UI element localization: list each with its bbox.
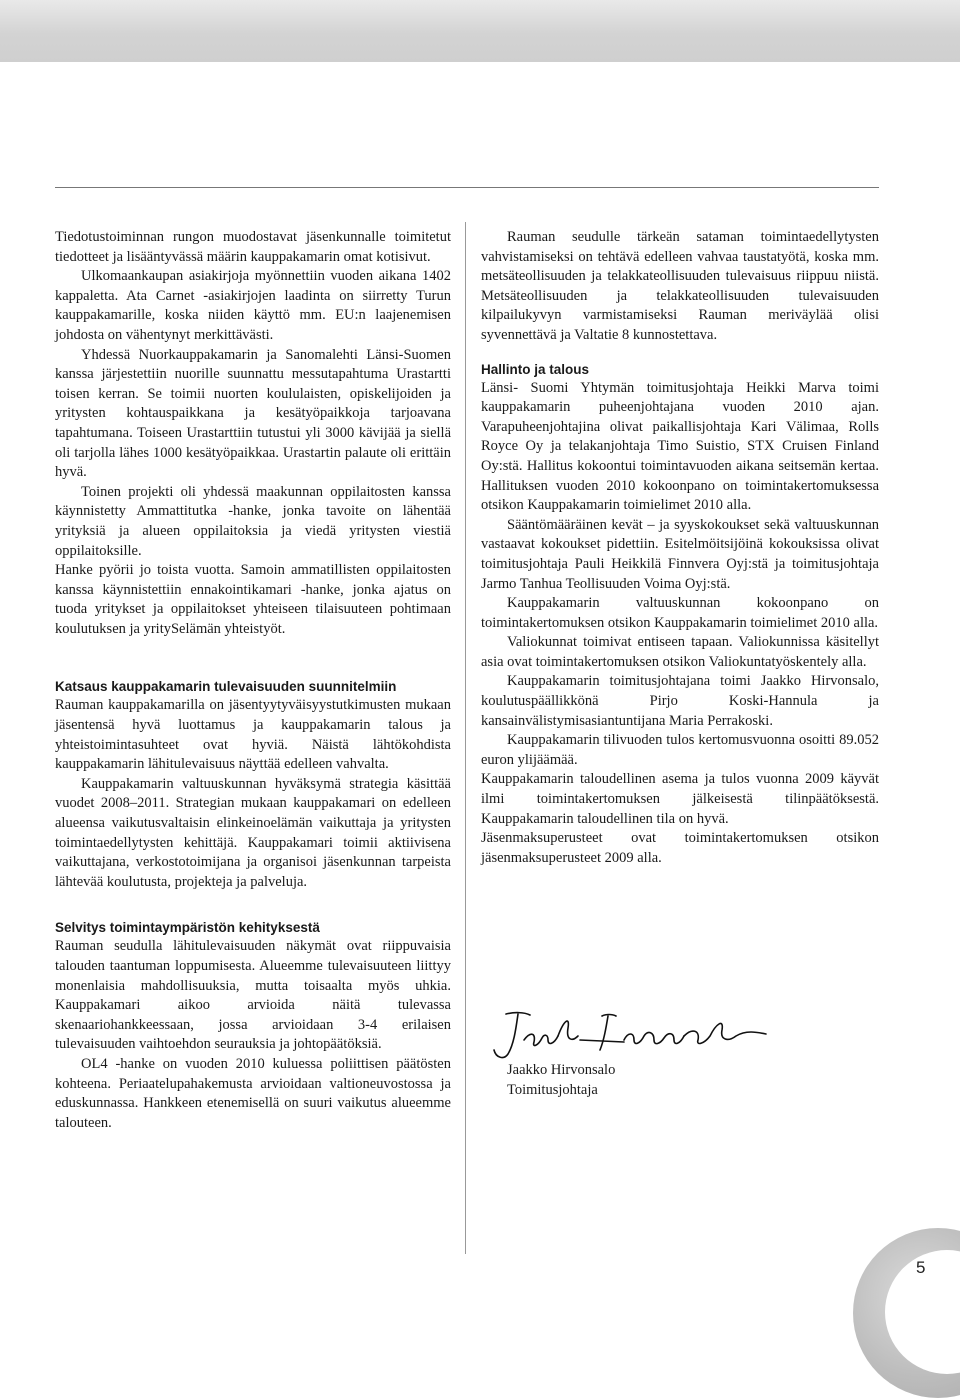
right-column	[481, 228, 879, 868]
paragraph: Hanke pyörii jo toista vuotta. Samoin ammatillisten oppilaitosten kanssa käynnistettiin ennakointikamari -hanke, jonka ajatus on tuoda yritykset ja oppilaitokset yhteiseen tilaisuuteen pohtimaan koulutuksen ja yritySelämän yhteistyöt.	[55, 562, 451, 637]
paragraph: Sääntömääräinen kevät – ja syyskokoukset sekä valtuuskunnan vastaavat kokoukset pidettiin. Esitelmöitsijöinä kokouksissa olivat toimitusjohtaja Pauli Heikkilä Finnvera Oyj:stä ja toimitusjohtaja Jarmo Tanhua Teollisuuden Voima Oyj:stä.	[481, 516, 879, 592]
paragraph: Ulkomaankaupan asiakirjoja myönnettiin vuoden aikana 1402 kappaletta. Ata Carnet -asiakirjojen laadinta on siirretty Turun kauppakamarille, koska niiden käyttö mm. EU:n laajenemisen johdosta on vähentynyt merkittävästi.	[55, 268, 451, 343]
paragraph: Länsi- Suomi Yhtymän toimitusjohtaja Heikki Marva toimi kauppakamarin puheenjohtajana vuoden 2010 ajan. Varapuheenjohtajina olivat paikallisjohtaja Kari Välimaa, Rolls Royce Oy ja telakanjohtaja Timo Suistio, STX Cruisen Finland Oy:stä. Hallitus kokoontui toimintavuoden aikana seitsemän kertaa. Hallituksen vuoden 2010 kokoonpano on toimintakertomuksessa otsikon Kauppakamarin toimielimet 2010 alla.	[481, 379, 879, 514]
signature-title: Toimitusjohtaja	[507, 1082, 598, 1098]
paragraph: Jäsenmaksuperusteet ovat toimintakertomuksen otsikon jäsenmaksuperusteet 2009 alla.	[481, 830, 879, 866]
section-heading: Selvitys toimintaympäristön kehityksestä	[55, 920, 320, 936]
paragraph: Rauman seudulla lähitulevaisuuden näkymät ovat riippuvaisia talouden taantuman loppumisesta. Alueemme tulevaisuuteen liittyy monenlaisia mahdollisuuksia, mutta toisaalta myös uhkia. Kauppakamari aikoo arvioida näitä tulevassa skenaariohankkeessaan, jossa arvioidaan 3-4 erilaisen tulevaisuuden vaihtoehdon seurauksia ja johtopäätöksiä.	[55, 938, 451, 1053]
paragraph: Yhdessä Nuorkauppakamarin ja Sanomalehti Länsi-Suomen kanssa järjestettiin nuorille suunnattu messutapahtuma Urastartti toisen kerran. Se toimii nuorten koululaisten, opiskelijoiden ja yritysten kohtauspaikkana ja kesätyöpaikkoja tarjoavana tapahtumana. Toiseen Urastarttiin tutustui yli 3000 kävijää ja siellä oli tarjolla lähes 1000 kesätyöpaikkaa. Urastartin palaute oli erittäin hyvä.	[55, 346, 451, 481]
paragraph: Kauppakamarin tilivuoden tulos kertomusvuonna osoitti 89.052 euron ylijäämää.	[481, 732, 879, 768]
paragraph: Kauppakamarin valtuuskunnan kokoonpano on toimintakertomuksen otsikon Kauppakamarin toimielimet 2010 alla.	[481, 595, 879, 631]
left-column	[55, 228, 451, 1133]
page-number: 5	[916, 1258, 926, 1277]
signature-name: Jaakko Hirvonsalo	[507, 1062, 616, 1078]
paragraph: Tiedotustoiminnan rungon muodostavat jäsenkunnalle toimitetut tiedotteet ja lisääntyvässä määrin kauppakamarin omat kotisivut.	[55, 229, 451, 265]
paragraph: Toinen projekti oli yhdessä maakunnan oppilaitosten kanssa käynnistetty Ammattitutka -hanke, jonka tavoite on lähentää yrityksiä ja alueen oppilaitoksia ja viedä yritysten viestiä oppilaitoksille.	[55, 483, 451, 559]
paragraph: Valiokunnat toimivat entiseen tapaan. Valiokunnissa käsitellyt asia ovat toimintakertomuksen otsikon Valiokuntatyöskentely alla.	[481, 634, 879, 670]
section-heading: Katsaus kauppakamarin tulevaisuuden suunnitelmiin	[55, 679, 397, 695]
paragraph: OL4 -hanke on vuoden 2010 kuluessa poliittisen päätösten kohteena. Periaatelupahakemusta arvioidaan valtioneuvostossa ja eduskunnassa. Hankkeen etenemisellä on suuri vaikutus alueemme talouteen.	[55, 1055, 451, 1131]
paragraph: Kauppakamarin valtuuskunnan hyväksymä strategia käsittää vuodet 2008–2011. Strategian mukaan kauppakamari on edelleen alueensa vaikutusvaltaisin elinkeinoelämän vaikuttaja ja yritysten toimintaedellytysten kehittäjä. Kauppakamari toimii aktiivisena vaikuttajana, verkostotoimijana ja organisoi jäsenkunnan tarpeista lähtevää koulutusta, projekteja ja palveluja.	[55, 775, 451, 890]
paragraph: Kauppakamarin toimitusjohtajana toimi Jaakko Hirvonsalo, koulutuspäällikkönä Pirjo Koski-Hannula ja kansainvälistymisasiantuntijana Maria Perrakoski.	[481, 673, 879, 729]
paragraph: Rauman kauppakamarilla on jäsentyytyväisyystutkimusten mukaan jäsentensä hyvä luottamus ja kauppakamarin talous ja yhteistoimintasuhteet ovat hyviä. Näistä lähtökohdista kauppakamarin lähitulevaisuus näyttää edelleen vahvalta.	[55, 697, 451, 773]
top-rule	[55, 187, 879, 188]
paragraph: Kauppakamarin taloudellinen asema ja tulos vuonna 2009 käyvät ilmi toimintakertomuksen jälkeisestä tilinpäätöksestä. Kauppakamarin taloudellinen tila on hyvä.	[481, 771, 879, 827]
paragraph: Rauman seudulle tärkeän sataman toimintaedellytysten vahvistamiseksi on tehtävä edelleen vahvaa taustatyötä, koska mm. metsäteollisuuden ja telakkateollisuuden tulevaisuus riippuu niistä. Metsäteollisuuden ja telakkateollisuuden tulevaisuuden kilpailukyvyn varmistamiseksi Rauman meriväylää olisi syvennettävä ja Valtatie 8 kunnostettava.	[481, 229, 879, 343]
column-divider	[465, 222, 466, 1254]
header-band	[0, 0, 960, 62]
section-heading: Hallinto ja talous	[481, 361, 590, 377]
